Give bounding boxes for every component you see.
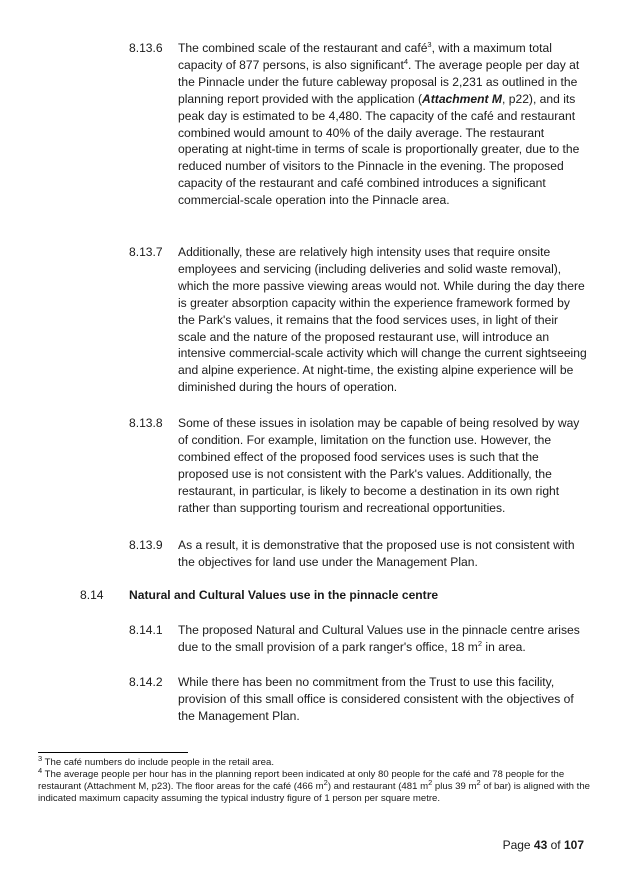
footnote-4: $^4$ The average people per hour has in the planning report been indicated at only 80 people for the café and 78 people for the restaurant (Attachment M, p23). The floor areas for the café (466 $m^2$) and restaurant (481 $m^2$ plus 39 $m^2$ of bar) is aligned with the indicated maximum capacity assuming the typical industry figure of 1 person per square metre. xyxy=(38,765,591,804)
footnote-3: $^3$ The café numbers do include people in the retail area. xyxy=(38,753,274,768)
paragraph-text: The proposed Natural and Cultural Values use in the pinnacle centre arises due to the small provision of a park ranger's office, 18 $m^2$ in area. xyxy=(178,623,580,654)
paragraph-text: The combined scale of the restaurant and café$^3$, with a maximum total capacity of 877 persons, is also significant$^4$. The average people per day at the Pinnacle under the future cableway proposal is 2,231 as outlined in the planning report provided with the application (Attachment M, p22), and its peak day is estimated to be 4,480. The capacity of the café and restaurant combined would amount to 40% of the daily average. The restaurant operating at night-time in terms of scale is proportionally greater, due to the reduced number of visitors to the Pinnacle in the evening. The proposed capacity of the restaurant and café combined introduces a significant commercial-scale operation into the Pinnacle area. xyxy=(178,39,580,208)
paragraph-8-14-2 xyxy=(129,674,589,725)
paragraph-text: While there has been no commitment from the Trust to use this facility, provision of this small office is considered consistent with the objectives of the Management Plan. xyxy=(178,675,574,723)
paragraph-number: 8.13.6 xyxy=(129,41,163,55)
footnote-divider xyxy=(38,752,188,753)
paragraph-text: Additionally, these are relatively high intensity uses that require onsite employees and servicing (including deliveries and solid waste removal), which the more passive viewing areas would not. While during the day there is greater absorption capacity within the experience framework formed by the Park's values, it remains that the food services uses, in light of their scale and the nature of the proposed restaurant use, will introduce an intensive commercial-scale activity which will change the current sightseeing and alpine experience. At night-time, the existing alpine experience will be diminished during the hours of operation. xyxy=(178,245,587,395)
paragraph-number: 8.14.1 xyxy=(129,623,163,637)
page-number: Page 43 of 107 xyxy=(502,838,584,852)
footnote-ref-4: 4 xyxy=(403,56,409,66)
section-title: Natural and Cultural Values use in the pinnacle centre xyxy=(129,588,439,602)
attachment-reference: Attachment M xyxy=(422,91,503,106)
paragraph-8-13-7 xyxy=(129,244,589,396)
paragraph-number: 8.13.8 xyxy=(129,416,163,430)
paragraph-8-13-9 xyxy=(129,537,589,571)
paragraph-number: 8.14.2 xyxy=(129,675,163,689)
section-number: 8.14 xyxy=(80,588,104,602)
footnote-ref-3: 3 xyxy=(427,39,432,49)
paragraph-text: As a result, it is demonstrative that the proposed use is not consistent with the objectives for land use under the Management Plan. xyxy=(178,538,575,569)
paragraph-number: 8.13.9 xyxy=(129,538,163,552)
paragraph-text: Some of these issues in isolation may be capable of being resolved by way of condition. For example, limitation on the function use. However, the combined effect of the proposed food services uses is such that the proposed use is not consistent with the Park's values. Additionally, the restaurant, in particular, is likely to become a destination in its own right rather than supporting tourism and recreational opportunities. xyxy=(178,416,580,515)
paragraph-8-13-8 xyxy=(129,415,589,516)
paragraph-number: 8.13.7 xyxy=(129,245,163,259)
paragraph-8-13-6 xyxy=(129,40,589,209)
footnotes xyxy=(38,753,598,805)
paragraph-8-14-1 xyxy=(129,622,589,656)
